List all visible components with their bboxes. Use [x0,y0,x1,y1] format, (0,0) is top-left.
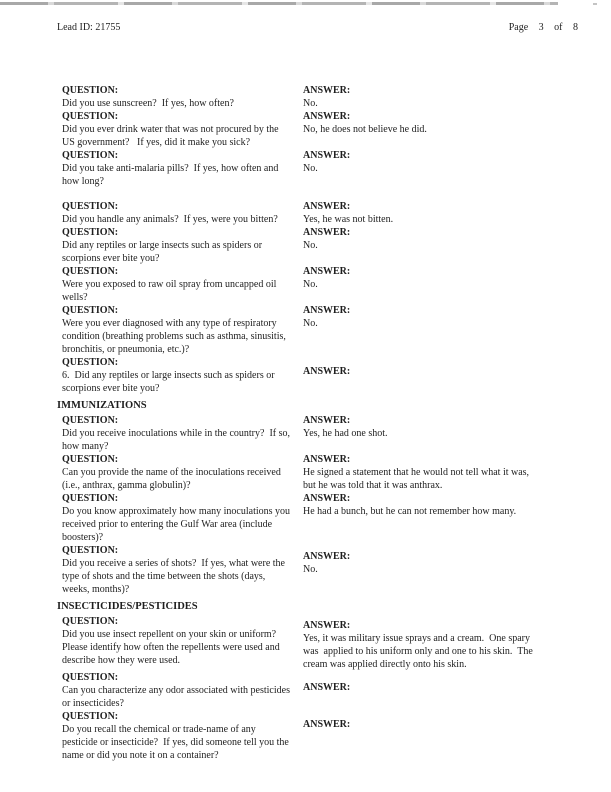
answer-label: ANSWER: [303,620,351,631]
question-cell [57,110,303,149]
question-label: QUESTION: [62,672,119,683]
question-cell [57,710,303,762]
question-line: Do you know approximately how many inoculations you [62,506,291,517]
question-label: QUESTION: [62,357,119,368]
qa-row [57,356,597,395]
answer-cell [303,671,597,710]
question-label: QUESTION: [62,305,119,316]
answer-line: but he was told that it was anthrax. [303,480,443,491]
answer-label: ANSWER: [303,454,351,465]
question-cell [57,453,303,492]
question-line: scorpions ever bite you? [62,383,160,394]
question-cell [57,356,303,395]
question-line: Were you ever diagnosed with any type of respiratory [62,318,277,329]
answer-line: No, he does not believe he did. [303,124,427,135]
question-line: Did you use insect repellent on your skin or uniform? [62,629,277,640]
answer-cell [303,200,597,226]
question-cell [57,149,303,188]
answer-cell [303,304,597,356]
answer-line: cream was applied directly onto his skin. [303,659,467,670]
question-cell [57,200,303,226]
question-line: US government? If yes, did it make you sick? [62,137,251,148]
answer-cell [303,544,597,596]
question-line: wells? [62,292,88,303]
answer-cell [303,84,597,110]
answer-label: ANSWER: [303,719,351,730]
answer-line: No. [303,240,318,251]
qa-row [57,615,597,671]
answer-label: ANSWER: [303,305,351,316]
section-heading: IMMUNIZATIONS [57,400,147,411]
question-line: scorpions ever bite you? [62,253,160,264]
answer-label: ANSWER: [303,366,351,377]
question-line: or insecticides? [62,698,124,709]
answer-cell [303,110,597,149]
question-line: Were you exposed to raw oil spray from uncapped oil [62,279,277,290]
question-label: QUESTION: [62,201,119,212]
question-line: boosters)? [62,532,104,543]
scan-artifact-dot [593,3,597,5]
question-label: QUESTION: [62,454,119,465]
page-number [509,22,578,33]
answer-label: ANSWER: [303,266,351,277]
question-line: Did you ever drink water that was not procured by the [62,124,279,135]
qa-row [57,149,597,188]
answer-line: Yes, he was not bitten. [303,214,394,225]
answer-label: ANSWER: [303,682,351,693]
answer-line: He had a bunch, but he can not remember how many. [303,506,517,517]
question-line: how many? [62,441,109,452]
question-cell [57,615,303,671]
question-cell [57,671,303,710]
qa-row [57,200,597,226]
qa-row [57,84,597,110]
question-label: QUESTION: [62,415,119,426]
question-label: QUESTION: [62,85,119,96]
answer-line: No. [303,564,318,575]
question-line: Did any reptiles or large insects such as spiders or [62,240,263,251]
question-cell [57,265,303,304]
question-line: describe how they were used. [62,655,181,666]
question-line: received prior to entering the Gulf War area (include [62,519,273,530]
answer-line: He signed a statement that he would not tell what it was, [303,467,530,478]
answer-line: Yes, it was military issue sprays and a cream. One spary [303,633,530,644]
question-label: QUESTION: [62,493,119,504]
question-cell [57,544,303,596]
answer-cell [303,226,597,265]
question-label: QUESTION: [62,150,119,161]
answer-cell [303,492,597,544]
qa-row [57,710,597,762]
answer-label: ANSWER: [303,493,351,504]
question-line: Did you receive a series of shots? If yes, what were the [62,558,285,569]
answer-label: ANSWER: [303,150,351,161]
question-line: condition (breathing problems such as asthma, sinusitis, [62,331,286,342]
qa-row [57,304,597,356]
answer-line: No. [303,163,318,174]
question-line: type of shots and the time between the shots (days, [62,571,266,582]
question-line: Did you take anti-malaria pills? If yes, how often and [62,163,279,174]
page-total: 8 [573,22,578,33]
qa-content [57,84,597,762]
answer-cell [303,265,597,304]
scan-artifact-line [0,2,558,5]
question-line: how long? [62,176,104,187]
answer-line: Yes, he had one shot. [303,428,388,439]
question-line: bronchitis, or pneumonia, etc.)? [62,344,190,355]
answer-cell [303,356,597,395]
answer-line: No. [303,98,318,109]
question-line: name or did you note it on a container? [62,750,219,761]
question-cell [57,226,303,265]
question-cell [57,304,303,356]
answer-label: ANSWER: [303,111,351,122]
answer-cell [303,710,597,762]
page-header [57,22,578,33]
question-label: QUESTION: [62,111,119,122]
question-line: pesticide or insecticide? If yes, did someone tell you the [62,737,289,748]
page-current: 3 [538,22,544,33]
question-line: Did you handle any animals? If yes, were you bitten? [62,214,278,225]
answer-cell [303,149,597,188]
qa-row [57,265,597,304]
answer-label: ANSWER: [303,227,351,238]
page-word: Page [508,22,529,33]
qa-row [57,110,597,149]
question-label: QUESTION: [62,227,119,238]
question-cell [57,492,303,544]
qa-row [57,226,597,265]
answer-label: ANSWER: [303,201,351,212]
question-line: 6. Did any reptiles or large insects such as spiders or [62,370,275,381]
question-label: QUESTION: [62,616,119,627]
section-heading: INSECTICIDES/PESTICIDES [57,601,198,612]
question-label: QUESTION: [62,266,119,277]
question-cell [57,414,303,453]
question-label: QUESTION: [62,545,119,556]
question-line: (i.e., anthrax, gamma globulin)? [62,480,191,491]
question-label: QUESTION: [62,711,119,722]
answer-cell [303,453,597,492]
question-cell [57,84,303,110]
question-line: Can you characterize any odor associated with pesticides [62,685,290,696]
answer-label: ANSWER: [303,551,351,562]
question-line: Can you provide the name of the inoculations received [62,467,281,478]
answer-label: ANSWER: [303,415,351,426]
answer-line: was applied to his uniform only and one to his skin. The [303,646,533,657]
answer-label: ANSWER: [303,85,351,96]
page-of-word: of [554,22,563,33]
question-line: Do you recall the chemical or trade-name of any [62,724,256,735]
question-line: Did you use sunscreen? If yes, how often? [62,98,234,109]
lead-id-label: Lead ID: 21755 [57,22,121,33]
answer-cell [303,414,597,453]
answer-cell [303,615,597,671]
question-line: weeks, months)? [62,584,130,595]
qa-row [57,414,597,453]
qa-row [57,671,597,710]
question-line: Did you receive inoculations while in the country? If so, [62,428,290,439]
question-line: Please identify how often the repellents were used and [62,642,280,653]
answer-line: No. [303,318,318,329]
qa-row [57,492,597,544]
qa-row [57,544,597,596]
qa-row [57,453,597,492]
answer-line: No. [303,279,318,290]
